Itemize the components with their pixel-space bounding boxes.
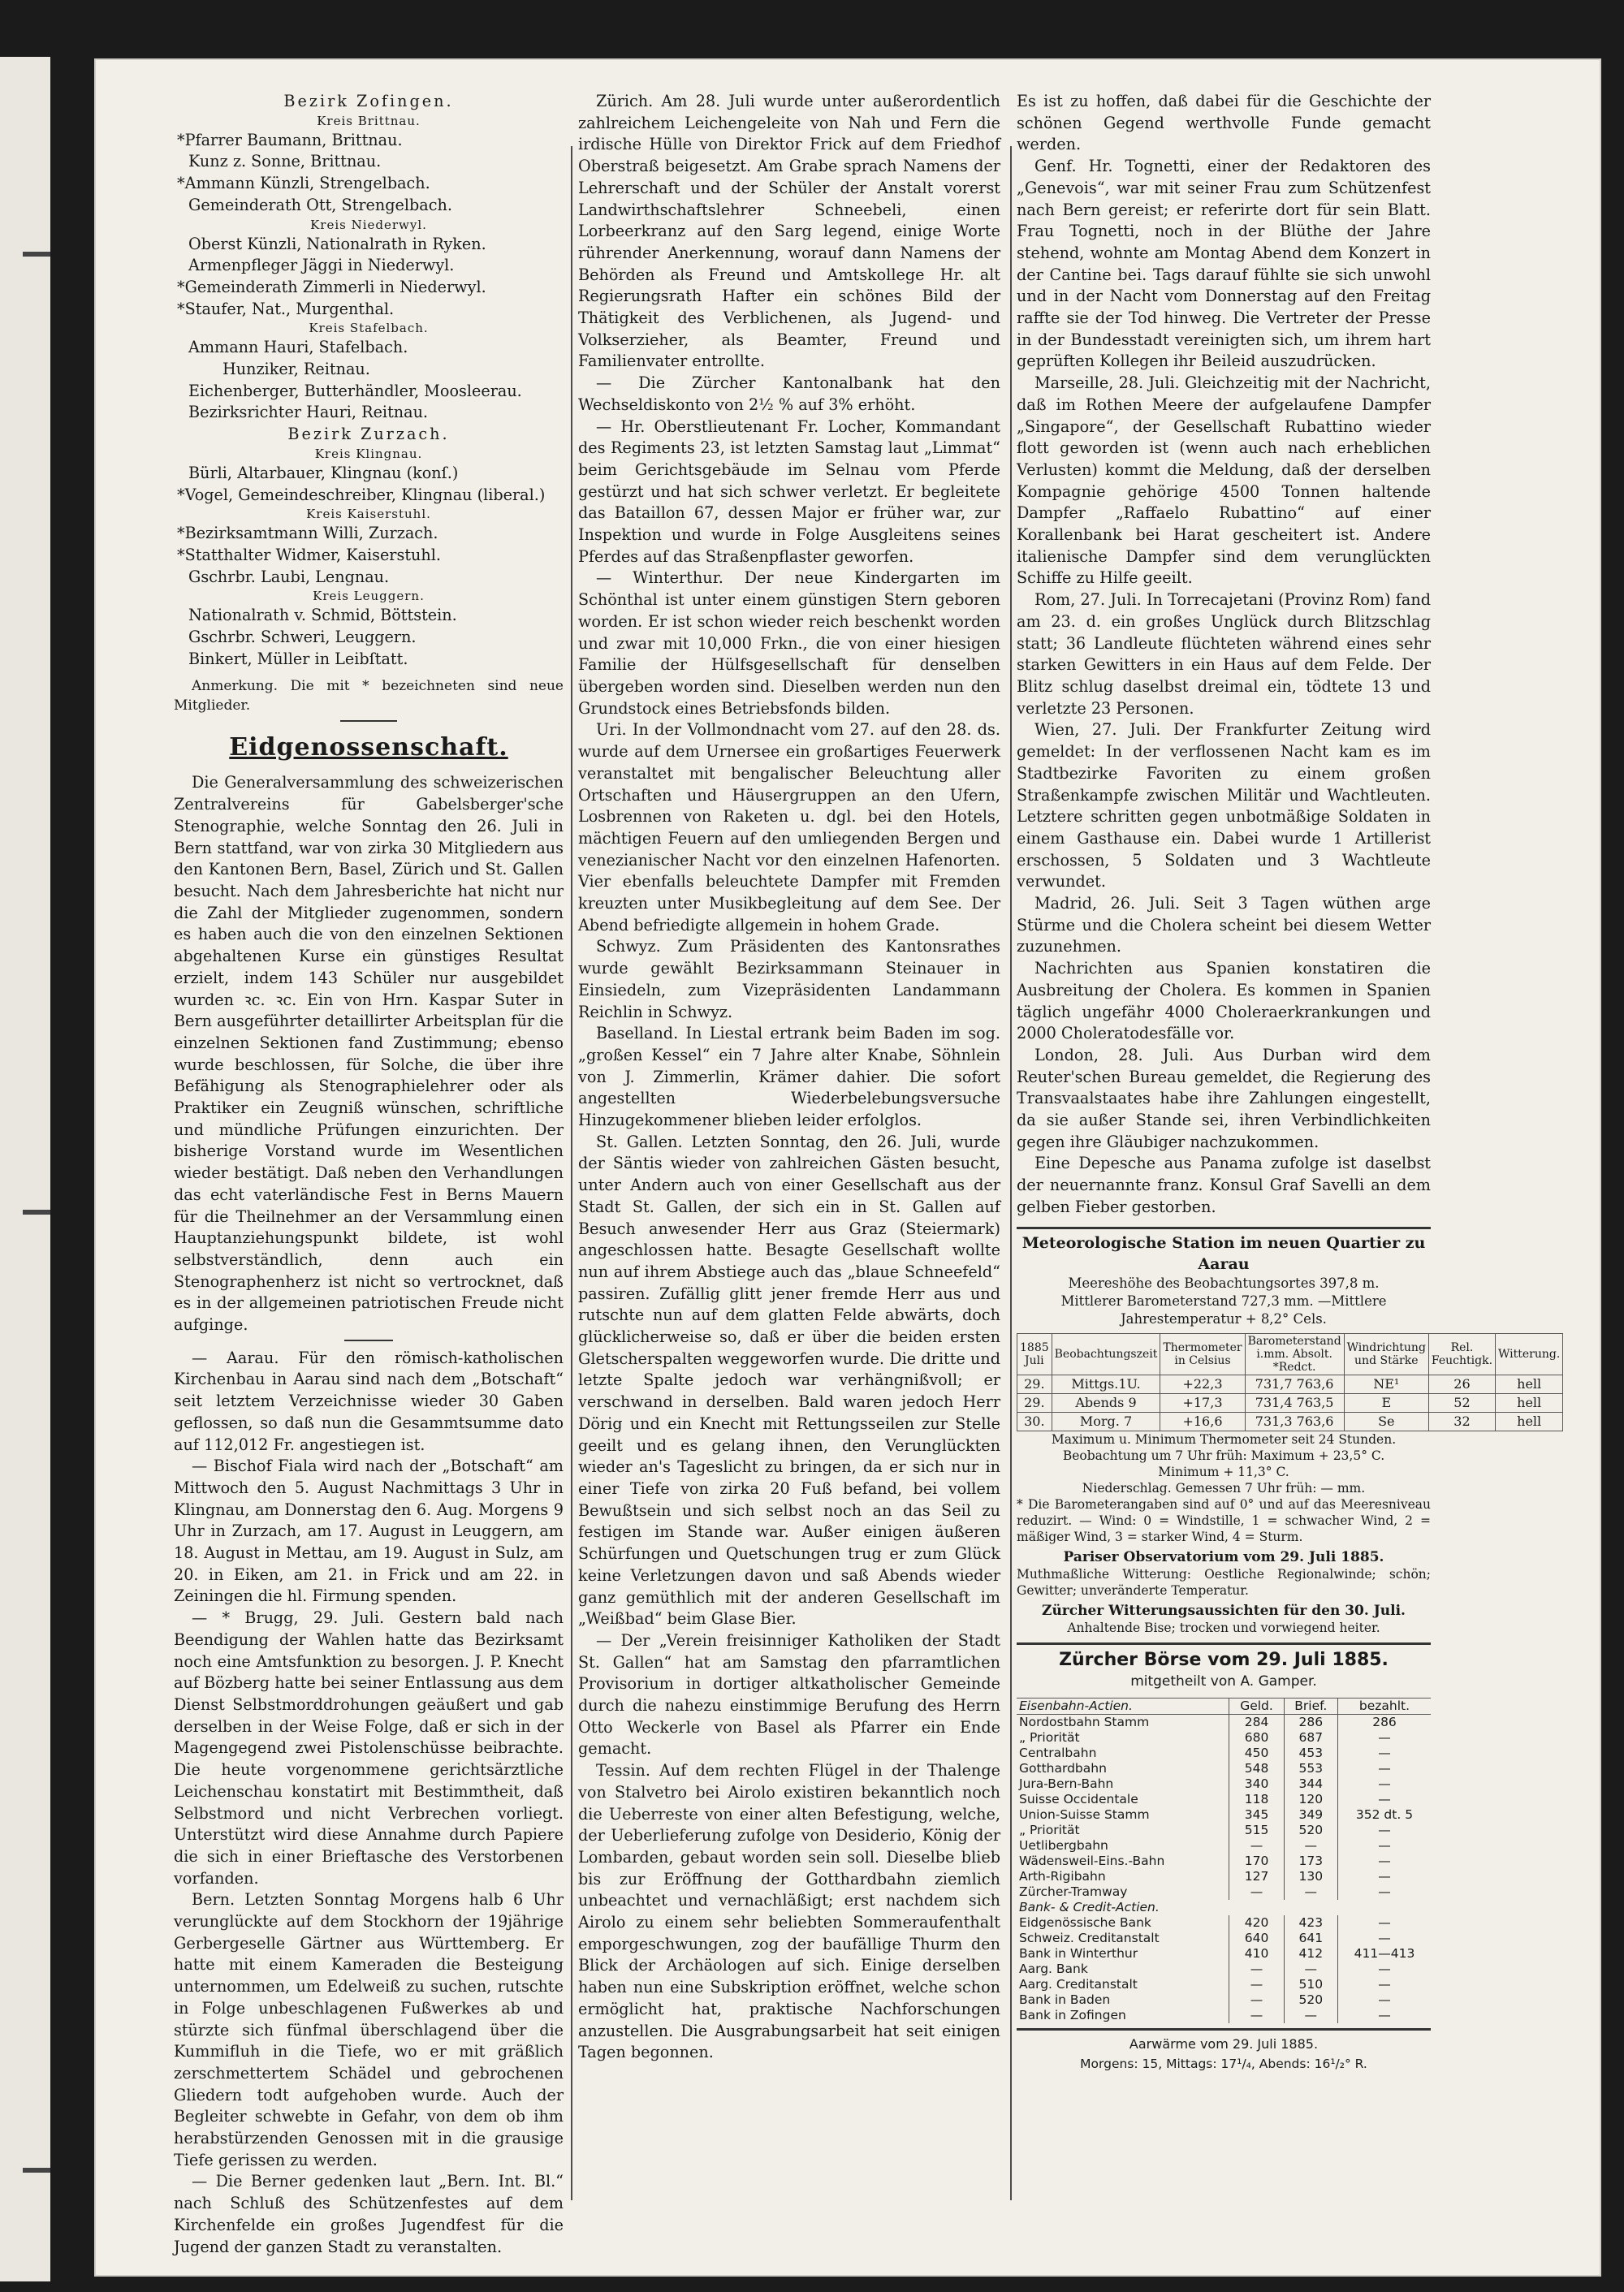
cell: 130 [1284,1869,1337,1884]
table-row [1017,1714,1431,1730]
cell: — [1229,1977,1284,1992]
cell: 641 [1284,1931,1337,1946]
candidate: *Bezirksamtmann Willi, Zurzach. [177,524,438,543]
cell: 680 [1229,1730,1284,1746]
cell: 52 [1428,1393,1495,1412]
cell: 520 [1284,1992,1337,2008]
aare-temperature-title: Aarwärme vom 29. Juli 1885. [1017,2028,1431,2056]
weather-title: Meteorologische Station im neuen Quartier zu Aarau [1017,1227,1431,1275]
table-row [1017,1823,1431,1838]
cell: — [1338,1730,1431,1746]
paris-observatory-title: Pariser Observatorium vom 29. Juli 1885. [1063,1548,1384,1565]
cell: 420 [1229,1915,1284,1931]
article: St. Gallen. Letzten Sonntag, den 26. Juli, wurde der Säntis wieder von zahlreichen Gästen besucht, unter Andern auch von einer Gesellschaft aus der Stadt St. Gallen, der sich ein in St. Gallen auf Besuch anwesender Herr aus Graz (Steiermark) angeschlossen hatte. Besagte Gesellschaft wollte nun auf ihrem Abstiege auch das „blaue Schneefeld“ passiren. Zufällig glitt jener fremde Herr aus und rutschte nun auf dem glatten Felde abwärts, doch glücklicherweise so, daß er über die beiden ersten Gletscherspalten weggeworfen wurde. Die dritte und letzte Spalte jedoch war verhängnißvoll; er verschwand in derselben. Bald waren jedoch Herr Dörig und ein Knecht mit Rettungsseilen zur Stelle geeilt und es gelang ihnen, den Verunglückten wieder an's Tageslicht zu bringen, da er sich nur in einer Tiefe von zirka 20 Fuß befand, bei vollem Bewußtsein und sich selbst noch an das Seil zu festigen im Stande war. Außer einigen äußeren Schürfungen und Quetschungen trug er zum Glück keine Verletzungen davon und saß Abends wieder ganz gemüthlich mit der anderen Gesellschaft im „Weißbad“ beim Glase Bier. [578,1132,1000,1629]
candidate: Ammann Hauri, Stafelbach. [188,338,408,357]
cell: +22,3 [1160,1375,1245,1393]
borse-subtitle: mitgetheilt von A. Gamper. [1130,1673,1317,1690]
weather-note: * Die Barometerangaben sind auf 0° und auf das Meeresniveau reduzirt. — Wind: 0 = Windstille, 1 = schwacher Wind, 2 = mäßiger Wind, 3 = starker Wind, 4 = Sturm. [1017,1496,1431,1544]
cell: — [1338,1854,1431,1869]
candidate: Gschrbr. Laubi, Lengnau. [188,567,390,586]
article: Genf. Hr. Tognetti, einer der Redaktoren des „Genevois“, war mit seiner Frau zum Schützenfest nach Bern gereist; er referirte dort für sein Blatt. Frau Tognetti, noch in der Blüthe der Jahre stehend, wohnte am Montag Abend dem Konzert in der Cantine bei. Tags darauf fühlte sie sich unwohl und in der Nacht vom Donnerstag auf den Freitag raffte sie der Tod hinweg. Die Vertreter der Presse in der Bundesstadt vereinigten sich, um ihrem hart geprüften Kollegen ihr Beileid auszudrücken. [1017,157,1431,371]
candidate: Gemeinderath Ott, Strengelbach. [188,195,452,214]
kreis-label: Kreis Brittnau. [317,113,421,128]
weather-note: Niederschlag. Gemessen 7 Uhr früh: — mm. [1082,1480,1366,1496]
cell: 423 [1284,1915,1337,1931]
table-row [1017,1761,1431,1776]
cell: 173 [1284,1854,1337,1869]
article: — Der „Verein freisinniger Katholiken der Stadt St. Gallen“ hat am Samstag den pfarramtlichen Provisorium in dortiger altkatholischer Gemeinde durch die nahezu einstimmige Berufung des Herrn Otto Weckerle von Basel als Pfarrer ein Ende gemacht. [578,1630,1000,1759]
col-header: Brief. [1284,1698,1337,1714]
table-row [1017,1393,1563,1412]
cell: — [1229,1962,1284,1977]
table-row [1017,1977,1431,1992]
cell: — [1284,1838,1337,1854]
article: Uri. In der Vollmondnacht vom 27. auf den 28. ds. wurde auf dem Urnersee ein großartiges Feuerwerk veranstaltet mit bengalischer Beleuchtung aller Ortschaften und Häusergruppen an den Ufern, Losbrennen von Raketen u. dgl. bei den Hotels, mächtigen Feuern auf den umliegenden Bergen und venezianischer Nacht vor den einzelnen Hafenorten. Vier ebenfalls beleuchtete Dampfer mit Fremden kreuzten unter Musikbegleitung auf dem See. Der Abend befriedigte allgemein in hohem Grade. [578,720,1000,934]
cell: Aarg. Bank [1019,1961,1088,1976]
cell: 120 [1284,1792,1337,1807]
cell: Bank in Winterthur [1019,1945,1138,1961]
cell: 340 [1229,1776,1284,1792]
weather-table [1017,1333,1563,1431]
divider [340,720,397,722]
cell: Centralbahn [1019,1745,1097,1760]
col-header: Geld. [1229,1698,1284,1714]
group-header: Bank- & Credit-Actien. [1019,1899,1160,1914]
aare-temperature-text: Morgens: 15, Mittags: 17¹/₄, Abends: 16¹/₂° R. [1080,2056,1367,2071]
cell: „ Priorität [1019,1822,1080,1837]
table-row [1017,1869,1431,1884]
cell: 412 [1284,1946,1337,1962]
table-row [1017,1375,1563,1393]
article: Eine Depesche aus Panama zufolge ist daselbst der neuernannte franz. Konsul Graf Savelli an dem gelben Fieber gestorben. [1017,1154,1431,1216]
cell: NE¹ [1344,1375,1428,1393]
footnote: Anmerkung. Die mit * bezeichneten sind neue Mitglieder. [174,678,564,714]
cell: +16,6 [1160,1412,1245,1431]
article: — Aarau. Für den römisch-katholischen Kirchenbau in Aarau sind nach dem „Botschaft“ seit letztem Verzeichnisse wieder 30 Gaben geflossen, so daß nun die Gesammtsumme dato auf 112,012 Fr. angestiegen ist. [174,1348,564,1454]
cell: 731,7 763,6 [1245,1375,1344,1393]
table-row [1017,1412,1563,1431]
cell: — [1338,1776,1431,1792]
candidate: Oberst Künzli, Nationalrath in Ryken. [188,234,486,253]
cell: — [1338,1962,1431,1977]
article: — Winterthur. Der neue Kindergarten im Schönthal ist unter einem günstigen Stern geboren worden. Er ist schon wieder reich beschenkt worden und zwar mit 10,000 Frkn., die von einer hiesigen Familie der Hülfsgesellschaft für denselben übergeben worden sind. Dieselben werden nun den Grundstock eines Betriebsfonds bilden. [578,568,1000,718]
paris-observatory-text: Muthmaßliche Witterung: Oestliche Regionalwinde; schön; Gewitter; unveränderte Temperatur. [1017,1566,1431,1598]
candidate: Gschrbr. Schweri, Leuggern. [188,628,417,647]
cell: 515 [1229,1823,1284,1838]
candidate: *Pfarrer Baumann, Brittnau. [177,130,403,149]
rail-shares [1017,1714,1431,1900]
cell: — [1338,1838,1431,1854]
cell: — [1338,1915,1431,1931]
weather-report [1017,1227,1561,1636]
borse-title: Zürcher Börse vom 29. Juli 1885. [1017,1642,1431,1672]
cell: Morg. 7 [1052,1412,1160,1431]
cell: — [1338,1884,1431,1900]
article: Wien, 27. Juli. Der Frankfurter Zeitung wird gemeldet: In der verflossenen Nacht kam es im Stadtbezirke Favoriten zu einem großen Straßenkampfe zwischen Militär und Wachtleuten. Letztere schritten gegen unbotmäßige Soldaten in einem Gasthause ein. Dabei wurde 1 Artillerist erschossen, 5 Soldaten und 3 Wachtleute verwundet. [1017,720,1431,891]
article: — Die Berner gedenken laut „Bern. Int. Bl.“ nach Schluß des Schützenfestes auf dem Kirchenfelde ein großes Jugendfest für die Jugend der ganzen Stadt zu veranstalten. [174,2172,564,2256]
cell: 30. [1017,1412,1052,1431]
cell: — [1338,1823,1431,1838]
article: Tessin. Auf dem rechten Flügel in der Thalenge von Stalvetro bei Airolo existiren bekanntlich noch die Ueberreste von einer alten Befestigung, welche, der Ueberlieferung zufolge von Desiderio, König der Lombarden, gebaut worden sein soll. Dieselbe blieb bis zur Eröffnung der Gotthardbahn ziemlich unbeachtet und vernachläßigt; erst nachdem sich Airolo zu einem sehr beliebten Sommeraufenthalt emporgeschwungen, zog der baufällige Thurm den Blick der Archäologen auf sich. Einige derselben haben nun eine Subskription eröffnet, welche schon ermöglicht hat, praktische Nachforschungen anzustellen. Die Ausgrabungsarbeit hat seit einigen Tagen begonnen. [578,1761,1000,2062]
candidate: *Ammann Künzli, Strengelbach. [177,174,430,193]
table-row [1017,1730,1431,1746]
table-row [1017,1854,1431,1869]
cell: 453 [1284,1746,1337,1761]
col-header: Windrichtung und Stärke [1344,1333,1428,1375]
column-rule-2 [1010,146,1012,2200]
cell: 410 [1229,1946,1284,1962]
cell: 29. [1017,1375,1052,1393]
cell: Schweiz. Creditanstalt [1019,1930,1160,1945]
weather-note: Maximum u. Minimum Thermometer seit 24 Stunden. [1051,1431,1397,1447]
cell: Nordostbahn Stamm [1019,1714,1150,1729]
article: — Die Zürcher Kantonalbank hat den Wechseldiskonto von 2½ % auf 3% erhöht. [578,373,1000,414]
kreis-label: Kreis Stafelbach. [309,321,429,336]
cell: — [1284,2008,1337,2023]
candidate: Hunziker, Reitnau. [222,360,370,379]
district-title: Bezirk Zofingen. [283,92,454,110]
cell: 170 [1229,1854,1284,1869]
cell: — [1338,2008,1431,2023]
col-header: bezahlt. [1338,1698,1431,1714]
cell: 510 [1284,1977,1337,1992]
cell: Aarg. Creditanstalt [1019,1976,1138,1992]
candidate: *Vogel, Gemeindeschreiber, Klingnau (liberal.) [177,485,546,504]
weather-subtitle: Mittlerer Barometerstand 727,3 mm. —Mittlere Jahrestemperatur + 8,2° Cels. [1060,1293,1387,1327]
cell: E [1344,1393,1428,1412]
candidate: *Gemeinderath Zimmerli in Niederwyl. [177,277,486,296]
cell: 352 dt. 5 [1338,1807,1431,1823]
cell: 344 [1284,1776,1337,1792]
cell: Abends 9 [1052,1393,1160,1412]
cell: Gotthardbahn [1019,1760,1107,1776]
kreis-label: Kreis Kaiserstuhl. [306,507,431,522]
weather-note: Beobachtung um 7 Uhr früh: Maximum + 23,5° C. [1062,1448,1385,1463]
kreis-label: Kreis Klingnau. [314,446,423,461]
cell: Jura-Bern-Bahn [1019,1776,1114,1791]
stock-exchange [1017,1642,1431,2023]
article: Die Generalversammlung des schweizerischen Zentralvereins für Gabelsberger'sche Stenographie, welche Sonntag den 26. Juli in Bern stattfand, war von zirka 30 Mitgliedern aus den Kantonen Bern, Basel, Zürich und St. Gallen besucht. Nach dem Jahresberichte hat nicht nur die Zahl der Mitglieder zugenommen, sondern es haben auch die von den einzelnen Sektionen abgehaltenen Kurse ein günstiges Resultat erzielt, indem 143 Schüler nur ausgebildet wurden ꝛc. ꝛc. Ein von Hrn. Kaspar Suter in Bern ausgeführter detaillirter Arbeitsplan für die einzelnen Sektionen fand Zustimmung; ebenso wurde beschlossen, für Solche, die über ihre Befähigung als Stenographielehrer oder als Praktiker ein Zeugniß wünschen, schriftliche und mündliche Prüfungen einzurichten. Der bisherige Vorstand wurde im Wesentlichen wieder bestätigt. Daß neben den Verhandlungen das echt vaterländische Fest in Berns Mauern für die Theilnehmer an der Versammlung einen Hauptanziehungspunkt bildete, ist wohl selbstverständlich, denn auch ein Stenographenherz ist nicht so vertrocknet, daß es in der allgemeinen patriotischen Freude nicht aufginge. [174,773,564,1335]
cell: 731,4 763,5 [1245,1393,1344,1412]
cell: 349 [1284,1807,1337,1823]
article: — Hr. Oberstlieutenant Fr. Locher, Kommandant des Regiments 23, ist letzten Samstag laut „Limmat“ beim Gerichtsgebäude im Selnau vom Pferde gestürzt und hat sich schwer verletzt. Er begleitete das Bataillon 67, dessen Major er früher war, zur Inspektion und wurde in Folge Ausgleitens seines Pferdes auf das Straßenpflaster geworfen. [578,417,1000,566]
col-header: Rel. Feuchtigk. [1428,1333,1495,1375]
cell: Eidgenössische Bank [1019,1914,1151,1930]
article: Rom, 27. Juli. In Torrecajetani (Provinz Rom) fand am 23. d. ein großes Unglück durch Blitzschlag statt; 36 Landleute flüchteten während eines sehr starken Gewitters in ein Haus auf dem Felde. Der Blitz schlug daselbst dreimal ein, tödtete 13 und verletzte 23 Personen. [1017,590,1431,718]
article: Nachrichten aus Spanien konstatiren die Ausbreitung der Cholera. Es kommen in Spanien täglich ungefähr 4000 Choleraerkrankungen und 2000 Choleratodesfälle vor. [1017,959,1431,1043]
candidate: *Staufer, Nat., Murgenthal. [177,299,395,318]
candidate: Bürli, Altarbauer, Klingnau (konſ.) [188,463,459,482]
cell: 731,3 763,6 [1245,1412,1344,1431]
cell: Bank in Baden [1019,1992,1111,2007]
cell: Zürcher-Tramway [1019,1884,1128,1899]
table-row [1017,1792,1431,1807]
article: — Bischof Fiala wird nach der „Botschaft“ am Mittwoch den 5. August Nachmittags 3 Uhr in Klingnau, am Donnerstag den 6. Aug. Morgens 9 Uhr in Zurzach, am 17. August in Leuggern, am 18. August in Mettau, am 19. August in Sulz, am 20. in Eiken, am 21. in Frick und am 22. in Zeiningen die hl. Firmung spenden. [174,1457,564,1606]
cell: Uetlibergbahn [1019,1837,1108,1853]
cell: Suisse Occidentale [1019,1791,1138,1806]
table-row [1017,2008,1431,2023]
col-header: Thermometer in Celsius [1160,1333,1245,1375]
table-row [1017,1884,1431,1900]
article: — * Brugg, 29. Juli. Gestern bald nach Beendigung der Wahlen hatte das Bezirksamt noch eine Amtsfunktion zu besorgen. J. P. Knecht auf Bözberg hatte bei seiner Entlassung aus dem Dienst Selbstmorddrohungen geäußert und gab derselben in der Weise Folge, daß er sich in der Magengegend zwei Pistolenschüsse beibrachte. Die heute vorgenommene gerichtsärztliche Leichenschau konstatirt mit Bestimmtheit, daß Selbstmord und nicht Verbrechen vorliegt. Unterstützt wird diese Annahme durch Papiere die sich in einer Brieftasche des Verstorbenen vorfanden. [174,1608,564,1888]
cell: — [1338,1761,1431,1776]
bank-shares [1017,1915,1431,2023]
cell: 127 [1229,1869,1284,1884]
cell: hell [1496,1412,1563,1431]
col-header: 1885 Juli [1017,1333,1052,1375]
cell: — [1338,1869,1431,1884]
article: Zürich. Am 28. Juli wurde unter außerordentlich zahlreichem Leichengeleite von Nah und Fern die irdische Hülle von Direktor Frick auf dem Friedhof Oberstraß beigesetzt. Am Grabe sprach Namens der Lehrerschaft und der Schüler der Anstalt vorerst Landwirthschaftslehrer Schneebeli, einen Lorbeerkranz auf den Sarg legend, einige Worte rührender Anerkennung, worauf dann Namens der Behörden als Freund und Amtskollege Hr. alt Regierungsrath Hafter ein schönes Bild der Thätigkeit des Verblichenen, als Jugend- und Volkserzieher, als Beamter, Freund und Familienvater entrollte. [578,92,1000,371]
table-row [1017,1962,1431,1977]
article: Bern. Letzten Sonntag Morgens halb 6 Uhr verunglückte auf dem Stockhorn der 19jährige Gerbergeselle Gärtner aus Württemberg. Er hatte mit einem Kameraden die Besteigung unternommen, um Edelweiß zu suchen, rutschte in Folge unbeschlagenen Fußwerkes ab und stürzte sich fünfmal überschlagend über die Kummifluh in die Tiefe, wo er mit gräßlich zerschmettertem Schädel und gebrochenen Gliedern todt aufgehoben wurde. Auch der Begleiter schwebte in Gefahr, von dem ob ihm herabstürzenden Genossen mit in die grausige Tiefe gerissen zu werden. [174,1890,564,2169]
table-row [1017,1838,1431,1854]
cell: — [1229,1992,1284,2008]
candidate: Armenpfleger Jäggi in Niederwyl. [188,256,455,275]
cell: 29. [1017,1393,1052,1412]
cell: 32 [1428,1412,1495,1431]
candidate: Kunz z. Sonne, Brittnau. [188,152,382,171]
cell: — [1229,1884,1284,1900]
cell: 553 [1284,1761,1337,1776]
table-row [1017,1746,1431,1761]
table-row [1017,1776,1431,1792]
cell: +17,3 [1160,1393,1245,1412]
cell: — [1338,1992,1431,2008]
column-1 [174,91,564,2256]
cell: — [1338,1977,1431,1992]
cell: Bank in Zofingen [1019,2007,1126,2022]
cell: Mittgs.1U. [1052,1375,1160,1393]
previous-page-edge [0,57,50,2281]
cell: — [1338,1792,1431,1807]
cell: 286 [1338,1714,1431,1730]
cell: 345 [1229,1807,1284,1823]
table-row [1017,1931,1431,1946]
cell: Union-Suisse Stamm [1019,1806,1150,1822]
cell: 520 [1284,1823,1337,1838]
cell: 284 [1229,1714,1284,1730]
cell: Se [1344,1412,1428,1431]
kreis-label: Kreis Niederwyl. [310,217,427,232]
candidate: Nationalrath v. Schmid, Böttstein. [188,606,457,625]
candidate: *Statthalter Widmer, Kaiserstuhl. [177,545,441,564]
cell: 548 [1229,1761,1284,1776]
weather-note: Minimum + 11,3° C. [1158,1464,1289,1479]
cell: 26 [1428,1375,1495,1393]
article: Baselland. In Liestal ertrank beim Baden im sog. „großen Kessel“ ein 7 Jahre alter Knabe, Söhnlein von J. Zimmerlin, Krämer dahier. Die sofort angestellten Wiederbelebungsversuche Hinzugekommener blieben leider erfolglos. [578,1024,1000,1130]
borse-table [1017,1698,1431,2023]
table-row [1017,1992,1431,2008]
article: London, 28. Juli. Aus Durban wird dem Reuter'schen Bureau gemeldet, die Regierung des Transvaalstaates habe ihre Zahlungen eingestellt, da sie außer Stande sei, ihren Verbindlichkeiten gegen ihre Gläubiger nachzukommen. [1017,1045,1431,1151]
cell: — [1338,1746,1431,1761]
column-3 [1017,91,1561,2178]
col-header: Eisenbahn-Actien. [1017,1698,1229,1714]
cell: hell [1496,1375,1563,1393]
article: Es ist zu hoffen, daß dabei für die Geschichte der schönen Gegend werthvolle Funde gemacht werden. [1017,92,1431,154]
col-header: Beobachtungszeit [1052,1333,1160,1375]
cell: 640 [1229,1931,1284,1946]
cell: — [1229,1838,1284,1854]
cell: 286 [1284,1714,1337,1730]
table-row [1017,1915,1431,1931]
article: Marseille, 28. Juli. Gleichzeitig mit der Nachricht, daß im Rothen Meere der aufgelaufene Dampfer „Singapore“, der Gesellschaft Rubattino wieder flott geworden ist (wenn auch nach erheblichen Verlusten) kommt die Meldung, daß der derselben Kompagnie gehörige 4500 Tonnen haltende Dampfer „Raffaelo Rubattino“ auf einer Korallenbank bei Harat gescheitert ist. Andere italienische Dampfer sind dem verunglückten Schiffe zu Hilfe geeilt. [1017,373,1431,588]
zurich-forecast-title: Zürcher Witterungsaussichten für den 30. Juli. [1042,1602,1406,1619]
candidate: Eichenberger, Butterhändler, Moosleerau. [188,381,522,400]
article: Schwyz. Zum Präsidenten des Kantonsrathes wurde gewählt Bezirksammann Steinauer in Einsiedeln, zum Vizepräsidenten Landammann Reichlin in Schwyz. [578,937,1000,1021]
weather-subtitle: Meereshöhe des Beobachtungsortes 397,8 m. [1068,1275,1380,1291]
cell: 450 [1229,1746,1284,1761]
col-header: Barometerstand i.mm. Absolt. *Redct. [1245,1333,1344,1375]
article: Madrid, 26. Juli. Seit 3 Tagen wüthen arge Stürme und die Cholera scheint bei diesem Wetter zuzunehmen. [1017,894,1431,956]
col-header: Witterung. [1496,1333,1563,1375]
cell: Arth-Rigibahn [1019,1868,1106,1884]
cell: — [1284,1962,1337,1977]
candidate: Bezirksrichter Hauri, Reitnau. [188,403,429,422]
cell: — [1284,1884,1337,1900]
cell: hell [1496,1393,1563,1412]
column-rule-1 [571,146,572,2200]
column-2 [578,91,1000,2178]
cell: 687 [1284,1730,1337,1746]
district-title: Bezirk Zurzach. [287,425,450,444]
cell: „ Priorität [1019,1729,1080,1745]
cell: — [1338,1931,1431,1946]
table-row [1017,1946,1431,1962]
candidate: Binkert, Müller in Leibſtatt. [188,649,408,668]
divider [344,1340,393,1341]
cell: 118 [1229,1792,1284,1807]
cell: 411—413 [1338,1946,1431,1962]
cell: Wädensweil-Eins.-Bahn [1019,1853,1165,1868]
kreis-label: Kreis Leuggern. [313,589,425,604]
table-row [1017,1807,1431,1823]
section-heading: Eidgenossenschaft. [229,733,508,762]
cell: — [1229,2008,1284,2023]
zurich-forecast-text: Anhaltende Bise; trocken und vorwiegend heiter. [1067,1620,1380,1635]
